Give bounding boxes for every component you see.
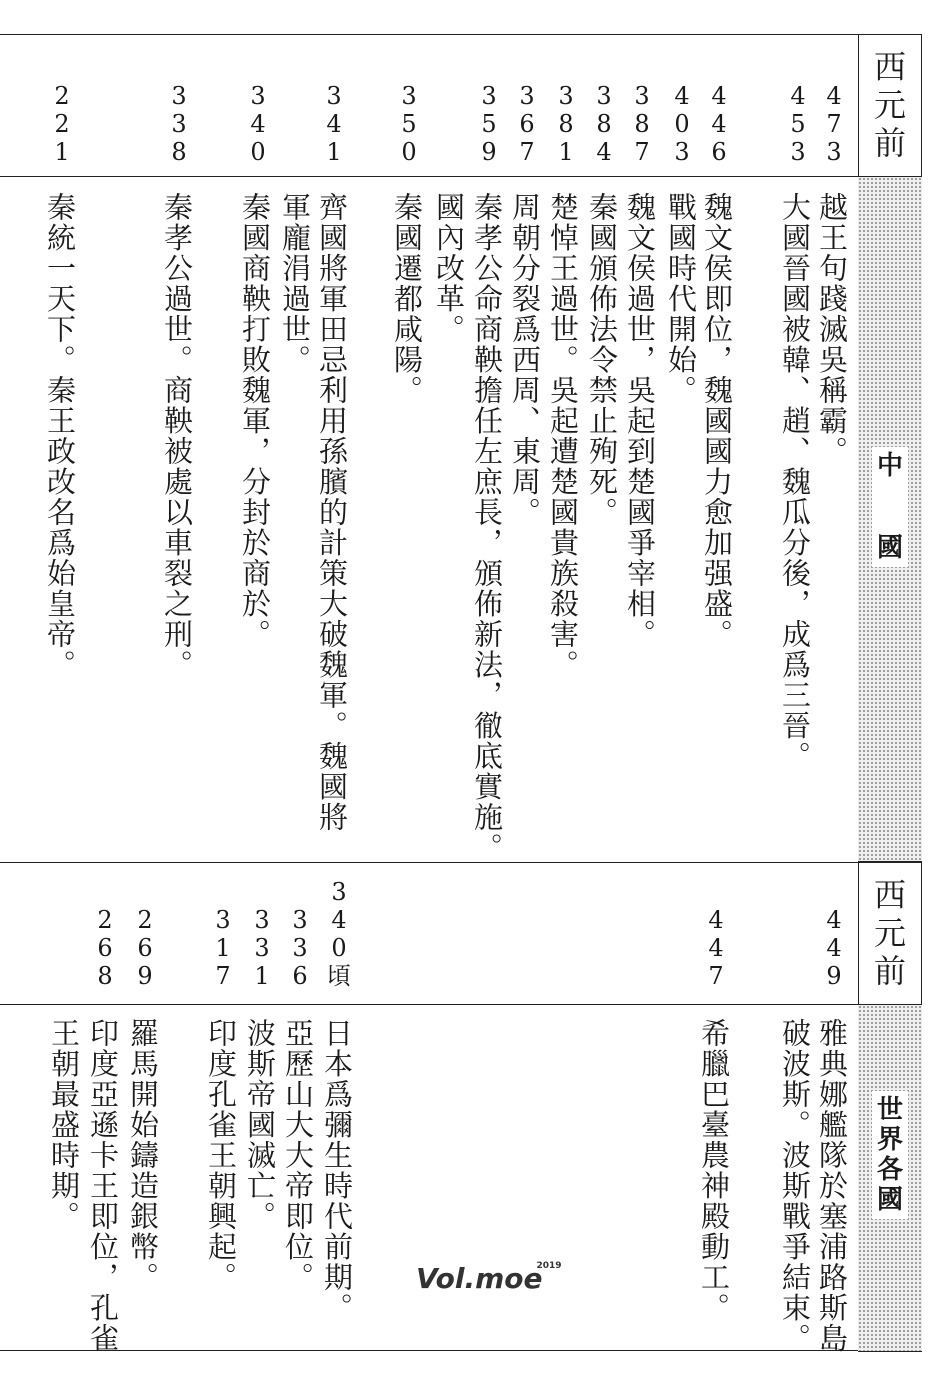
china-event: 軍龐涓過世。 [278, 192, 312, 375]
world-event: 羅馬開始鑄造銀幣。 [126, 1018, 160, 1293]
world-year-268: 2 6 8 [97, 906, 113, 990]
china-event: 秦孝公命商鞅擔任左庶長，頒佈新法，徹底實施。 [470, 192, 504, 863]
top-border [0, 34, 922, 35]
china-year-446: 4 4 6 [711, 82, 727, 166]
china-event: 秦國商鞅打敗魏軍，分封於商於。 [238, 192, 272, 650]
china-year-403: 4 0 3 [674, 82, 690, 166]
era-char: 西 [873, 876, 906, 914]
china-event: 魏文侯即位，魏國國力愈加强盛。 [700, 192, 734, 650]
china-year-381: 3 8 1 [558, 82, 574, 166]
world-year-340-circa: 3 4 0 頃 [327, 878, 351, 990]
china-event: 魏文侯過世，吳起到楚國爭宰相。 [623, 192, 657, 650]
label-column [858, 34, 922, 1350]
world-year-336: 3 3 6 [292, 906, 308, 990]
china-year-221: 2 2 1 [54, 82, 70, 166]
china-event: 秦統一天下。秦王政改名爲始皇帝。 [43, 192, 77, 680]
china-event: 楚悼王過世。吳起遭楚國貴族殺害。 [546, 192, 580, 680]
china-year-367: 3 6 7 [519, 82, 535, 166]
china-event: 齊國將軍田忌利用孫臏的計策大破魏軍。魏國將 [315, 192, 349, 833]
china-year-350: 3 5 0 [401, 82, 417, 166]
world-label-panel [858, 1004, 922, 1352]
era-label-world [858, 862, 922, 1004]
world-event: 亞歷山大大帝即位。 [281, 1018, 315, 1293]
logo-text: Vol.moe [416, 1262, 543, 1295]
world-header-divider [0, 1004, 922, 1005]
world-year-269: 2 6 9 [137, 906, 153, 990]
china-year-341: 3 4 1 [326, 82, 342, 166]
china-event: 秦國頒佈法令禁止殉死。 [585, 192, 619, 528]
era-char: 元 [873, 86, 906, 124]
world-year-449: 4 4 9 [826, 906, 842, 990]
china-year-453: 4 5 3 [790, 82, 806, 166]
world-label-char: 國 [876, 1185, 903, 1215]
china-year-338: 3 3 8 [171, 82, 187, 166]
china-event: 越王句踐滅吳稱霸。 [815, 192, 849, 467]
section-divider [0, 862, 922, 863]
era-label-china [858, 34, 922, 176]
world-event: 破波斯。波斯戰爭結束。 [778, 1018, 812, 1354]
world-event: 王朝最盛時期。 [47, 1018, 81, 1232]
era-char: 元 [873, 914, 906, 952]
china-year-387: 3 8 7 [634, 82, 650, 166]
logo-year: 2019 [536, 1260, 562, 1271]
world-year-317: 3 1 7 [215, 906, 231, 990]
world-event: 雅典娜艦隊於塞浦路斯島 [815, 1018, 849, 1354]
china-section-label [872, 447, 908, 567]
world-label-char: 各 [876, 1155, 903, 1185]
china-event: 周朝分裂爲西周、東周。 [508, 192, 542, 528]
era-char: 前 [873, 124, 906, 162]
world-event: 印度孔雀王朝興起。 [204, 1018, 238, 1293]
china-event: 秦孝公過世。商鞅被處以車裂之刑。 [160, 192, 194, 680]
china-event: 國內改革。 [432, 192, 466, 345]
world-section-label [872, 1091, 908, 1219]
china-event: 大國晉國被韓、趙、魏瓜分後，成爲三晉。 [778, 192, 812, 772]
era-char: 前 [873, 952, 906, 990]
china-year-340: 3 4 0 [250, 82, 266, 166]
china-label-char: 國 [876, 533, 903, 563]
world-year-447: 4 4 7 [708, 906, 724, 990]
volmoe-watermark-logo [416, 1262, 568, 1295]
china-label-panel [858, 176, 922, 862]
china-label-char: 中 [876, 451, 903, 481]
era-char: 西 [873, 48, 906, 86]
china-year-473: 4 7 3 [826, 82, 842, 166]
china-year-384: 3 8 4 [596, 82, 612, 166]
world-year-331: 3 3 1 [254, 906, 270, 990]
china-event: 秦國遷都咸陽。 [390, 192, 424, 406]
world-event: 日本爲彌生時代前期。 [320, 1018, 354, 1323]
world-label-char: 世 [876, 1095, 903, 1125]
china-year-359: 3 5 9 [481, 82, 497, 166]
world-label-char: 界 [876, 1125, 903, 1155]
china-event: 戰國時代開始。 [664, 192, 698, 406]
world-event: 希臘巴臺農神殿動工。 [697, 1018, 731, 1323]
world-event: 波斯帝國滅亡。 [243, 1018, 277, 1232]
china-header-divider [0, 176, 922, 177]
world-event: 印度亞遜卡王即位，孔雀 [86, 1018, 120, 1354]
